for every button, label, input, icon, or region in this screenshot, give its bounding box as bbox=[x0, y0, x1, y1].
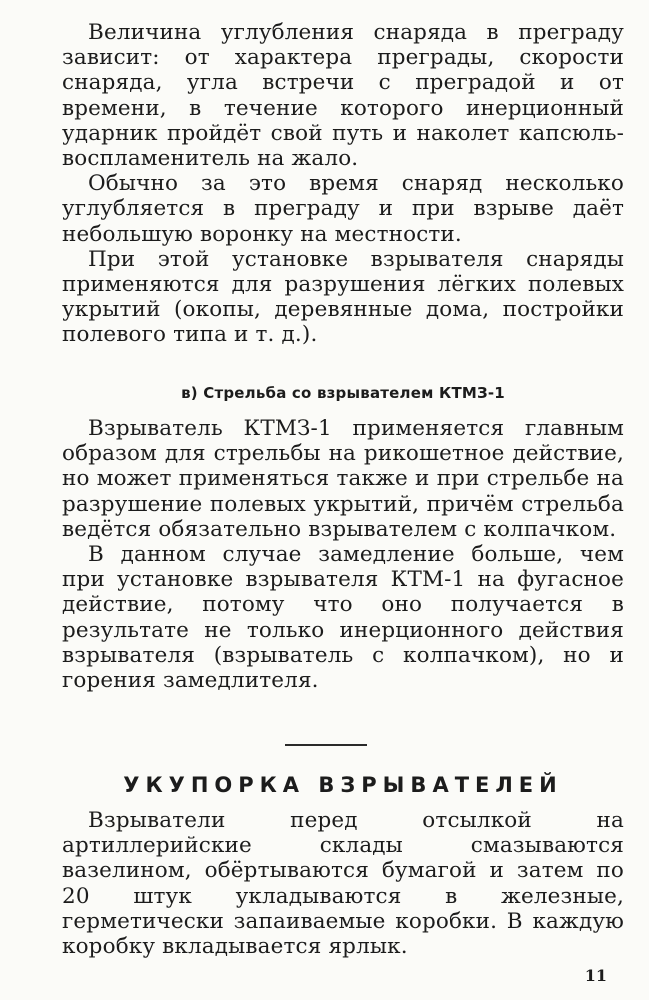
paragraph: Взрыватели перед отсылкой на артиллерийские склады смазываются вазелином, обёртываются бумагой и затем по 20 штук укладываются в железные, герметически запаиваемые коробки. В каждую коробку вкладывается ярлык. bbox=[62, 808, 624, 960]
section-divider bbox=[285, 744, 367, 746]
section-subheading: в) Стрельба со взрывателем КТМЗ-1 bbox=[181, 384, 505, 402]
text-block-top bbox=[62, 20, 624, 348]
paragraph: В данном случае замедление больше, чем при установке взрывателя КТМ-1 на фугасное действие, потому что оно получается в результате не только инерционного действия взрывателя (взрыватель с колпачком), но и горения замедлителя. bbox=[62, 542, 624, 694]
paragraph: Обычно за это время снаряд несколько углубляется в преграду и при взрыве даёт небольшую воронку на местности. bbox=[62, 171, 624, 247]
page-number: 11 bbox=[584, 966, 607, 985]
text-block-bottom bbox=[62, 808, 624, 959]
paragraph: При этой установке взрывателя снаряды применяются для разрушения лёгких полевых укрытий (окопы, деревянные дома, постройки полевого типа и т. д.). bbox=[62, 246, 624, 348]
text-block-middle bbox=[62, 416, 624, 693]
paragraph: Взрыватель КТМЗ-1 применяется главным образом для стрельбы на рикошетное действие, но может применяться также и при стрельбе на разрушение полевых укрытий, причём стрельба ведётся обязательно взрывателем с колпачком. bbox=[62, 416, 624, 542]
section-heading: УКУПОРКА ВЗРЫВАТЕЛЕЙ bbox=[123, 773, 563, 797]
paragraph: Величина углубления снаряда в преграду зависит: от характера преграды, скорости снаряда, угла встречи с преградой и от времени, в течение которого инерционный ударник пройдёт свой путь и наколет капсюль-воспламенитель на жало. bbox=[62, 20, 624, 172]
